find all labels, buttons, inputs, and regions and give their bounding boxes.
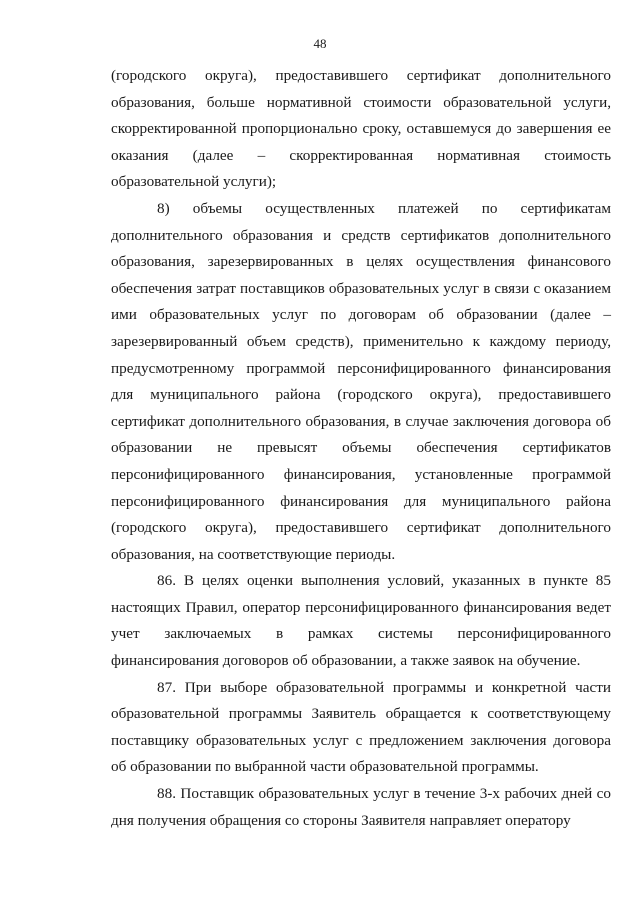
paragraph-88: 88. Поставщик образовательных услуг в течение 3-х рабочих дней со дня получения обращения со стороны Заявителя направляет оператору [111, 785, 611, 829]
page-number: 48 [313, 36, 327, 51]
paragraph-item-8: 8) объемы осуществленных платежей по сертификатам дополнительного образования и средств сертификатов дополнительного образования, зарезервированных в целях осуществления финансового обеспечения затрат поставщиков образовательных услуг в связи с оказанием ими образовательных услуг по договорам об образовании (далее – зарезервированный объем средств), применительно к каждому периоду, предусмотренному программой персонифицированного финансирования для муниципального района (городского округа), предоставившего сертификат дополнительного образования, в случае заключения договора об образовании не превысят объемы обеспечения сертификатов персонифицированного финансирования, установленные программой персонифицированного финансирования для муниципального района (городского округа), предоставившего сертификат дополнительного образования, на соответствующие периоды. [111, 199, 611, 563]
paragraph-87: 87. При выборе образовательной программы и конкретной части образовательной программы Заявитель обращается к соответствующему поставщику образовательных услуг с предложением заключения договора об образовании по выбранной части образовательной программы. [111, 678, 611, 776]
document-body [111, 63, 611, 834]
paragraph-86: 86. В целях оценки выполнения условий, указанных в пункте 85 настоящих Правил, оператор персонифицированного финансирования ведет учет заключаемых в рамках системы персонифицированного финансирования договоров об образовании, а также заявок на обучение. [111, 572, 611, 670]
paragraph-continuation: (городского округа), предоставившего сертификат дополнительного образования, больше нормативной стоимости образовательной услуги, скорректированной пропорционально сроку, оставшемуся до завершения ее оказания (далее – скорректированная нормативная стоимость образовательной услуги); [111, 67, 611, 191]
